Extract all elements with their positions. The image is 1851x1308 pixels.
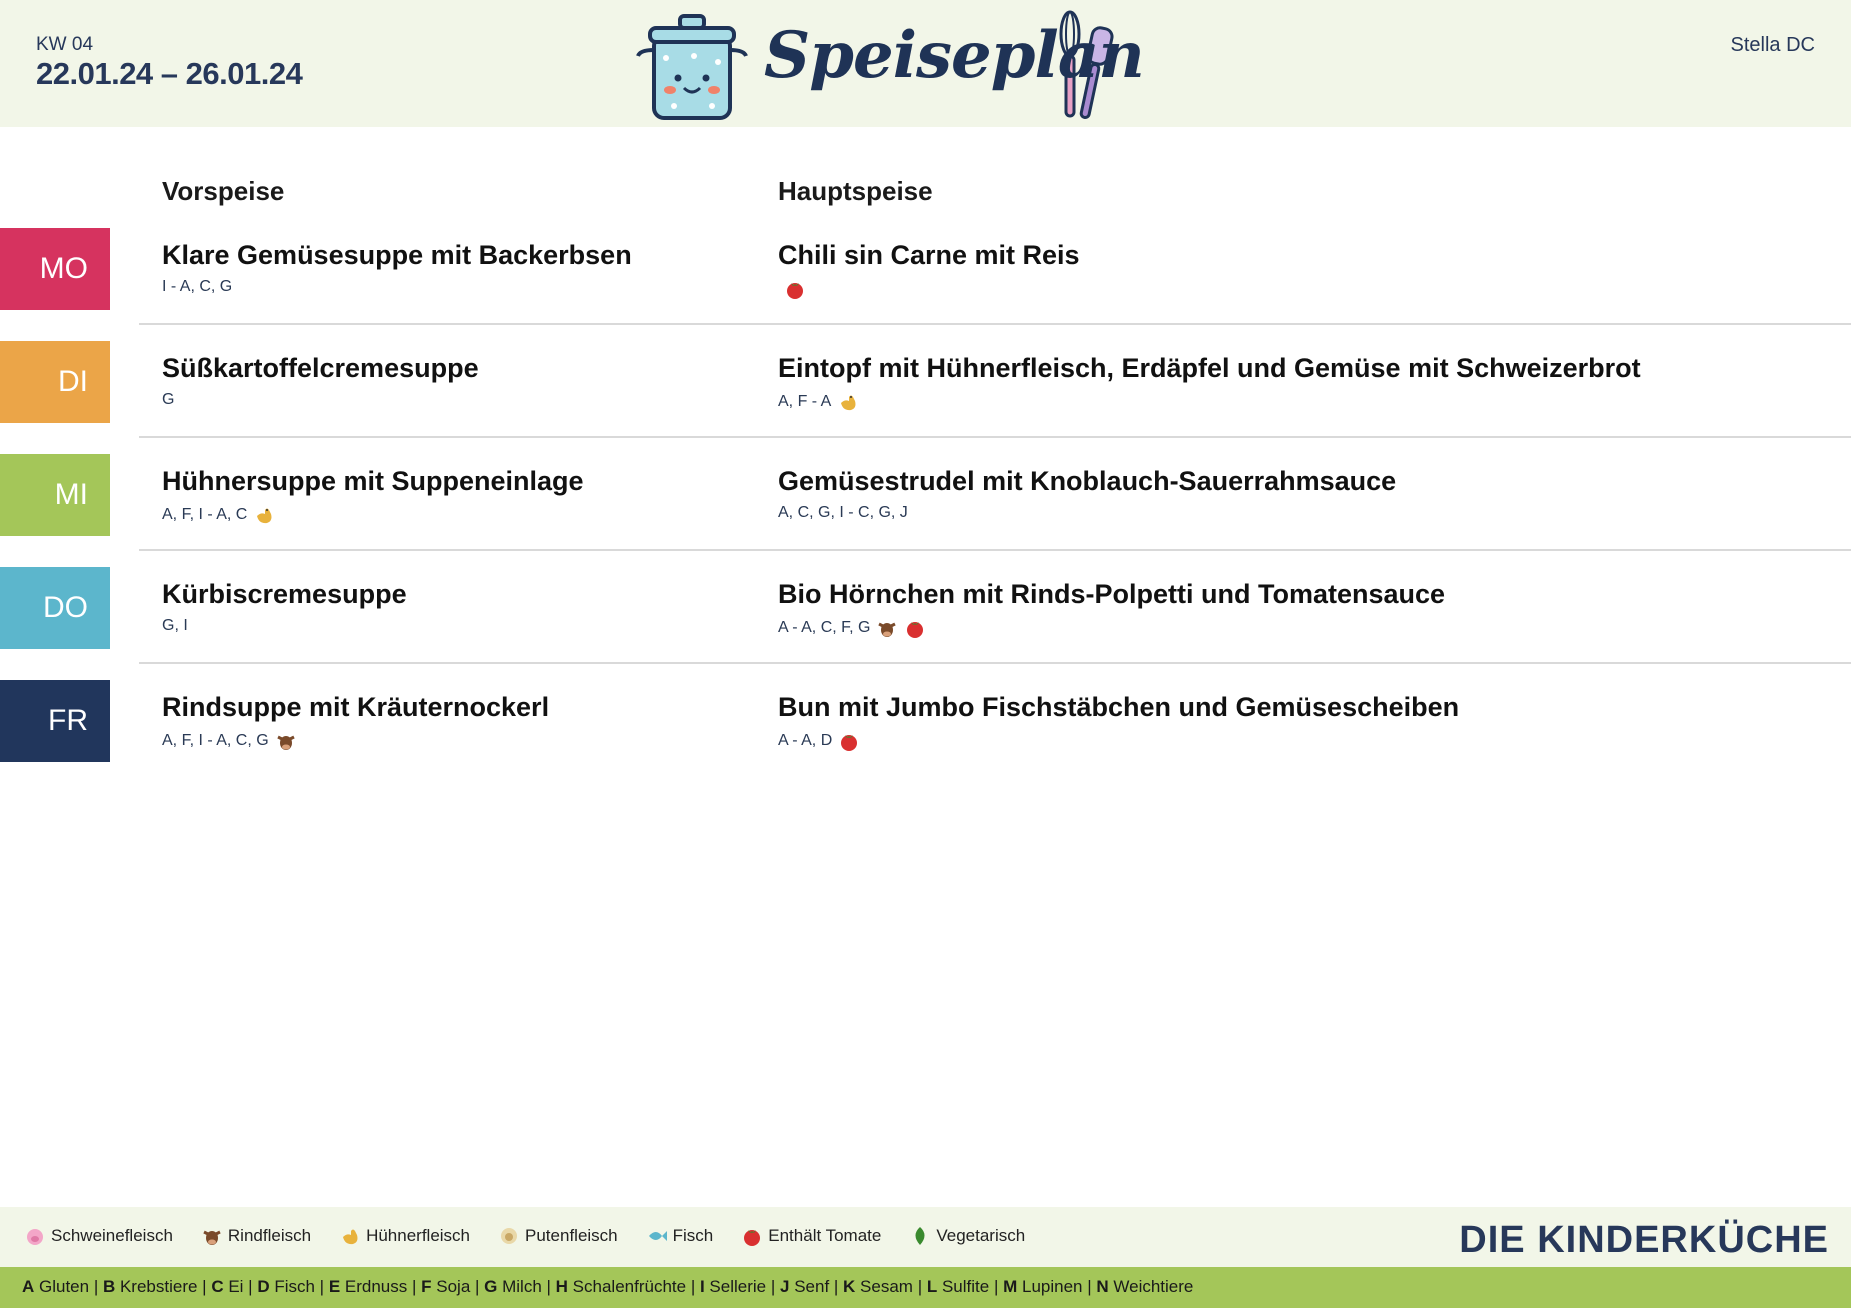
week-number: KW 04	[36, 34, 94, 55]
chicken-icon	[339, 1225, 361, 1247]
allergen-name: Sulfite	[937, 1277, 990, 1296]
allergen-name: Weichtiere	[1108, 1277, 1194, 1296]
allergen-code: L	[926, 1277, 938, 1296]
legend-label: Putenfleisch	[525, 1226, 618, 1245]
starter-name: Klare Gemüsesuppe mit Backerbsen	[162, 240, 632, 270]
page-title: Speiseplan	[764, 18, 1144, 93]
row-divider	[139, 662, 1851, 664]
menu-row-fr	[0, 680, 1851, 793]
allergen-name: Gluten	[34, 1277, 90, 1296]
legend-label: Fisch	[672, 1226, 714, 1245]
allergen-codes: G, I	[162, 617, 188, 634]
legend-item-beef	[201, 1225, 311, 1247]
beef-icon	[201, 1225, 223, 1247]
icon-legend	[0, 1207, 1851, 1267]
day-badge: MI	[0, 454, 110, 536]
legend-item-fish	[646, 1225, 714, 1247]
allergen-name: Fisch	[269, 1277, 315, 1296]
brand-logo: DIE KINDERKÜCHE	[1459, 1219, 1829, 1261]
main-allergens	[778, 391, 859, 413]
starter-column-header: Vorspeise	[162, 176, 285, 206]
allergen-code: G	[484, 1277, 498, 1296]
allergen-name: Sesam	[855, 1277, 913, 1296]
row-divider	[139, 436, 1851, 438]
day-badge: FR	[0, 680, 110, 762]
allergen-codes: A, F, I - A, C	[162, 506, 248, 523]
allergen-name: Schalenfrüchte	[567, 1277, 687, 1296]
legend-label: Schweinefleisch	[51, 1226, 173, 1245]
turkey-icon	[498, 1225, 520, 1247]
legend-item-pork	[24, 1225, 173, 1247]
main-name: Gemüsestrudel mit Knoblauch-Sauerrahmsauce	[778, 466, 1397, 496]
chicken-icon	[837, 391, 859, 413]
allergen-code: F	[421, 1277, 432, 1296]
allergen-code: I	[699, 1277, 705, 1296]
allergen-code: E	[328, 1277, 341, 1296]
menu-row-mi	[0, 454, 1851, 567]
menu-row-do	[0, 567, 1851, 680]
allergen-code: B	[102, 1277, 116, 1296]
allergen-key	[0, 1267, 1851, 1308]
allergen-code: N	[1096, 1277, 1109, 1296]
user-name[interactable]: Stella DC	[1730, 34, 1815, 56]
legend-item-tomato	[741, 1225, 881, 1247]
allergen-code: M	[1003, 1277, 1018, 1296]
legend-item-chicken	[339, 1225, 470, 1247]
starter-allergens	[162, 391, 174, 409]
tomato-icon	[741, 1225, 763, 1247]
pork-icon	[24, 1225, 46, 1247]
allergen-code: C	[211, 1277, 224, 1296]
legend-item-turkey	[498, 1225, 618, 1247]
main-name: Eintopf mit Hühnerfleisch, Erdäpfel und Gemüse mit Schweizerbrot	[778, 353, 1641, 383]
allergen-code: A	[22, 1277, 35, 1296]
starter-name: Hühnersuppe mit Suppeneinlage	[162, 466, 584, 496]
allergen-code: K	[843, 1277, 856, 1296]
beef-icon	[876, 617, 898, 639]
legend-item-vegetarian	[909, 1225, 1025, 1247]
day-badge: MO	[0, 228, 110, 310]
main-allergens	[778, 278, 806, 300]
allergen-name: Ei	[223, 1277, 244, 1296]
allergen-code: D	[257, 1277, 270, 1296]
legend-label: Enthält Tomate	[768, 1226, 882, 1245]
allergen-name: Sellerie	[704, 1277, 767, 1296]
starter-name: Süßkartoffelcremesuppe	[162, 353, 479, 383]
allergen-name: Senf	[789, 1277, 830, 1296]
tomato-icon	[838, 730, 860, 752]
main-allergens	[778, 730, 860, 752]
starter-name: Rindsuppe mit Kräuternockerl	[162, 692, 550, 722]
date-range: 22.01.24 – 26.01.24	[36, 56, 303, 91]
allergen-code: J	[780, 1277, 790, 1296]
main-name: Bun mit Jumbo Fischstäbchen und Gemüsescheiben	[778, 692, 1460, 722]
allergen-code: H	[555, 1277, 568, 1296]
allergen-codes: A, F - A	[778, 393, 832, 410]
allergen-codes: I - A, C, G	[162, 278, 233, 295]
allergen-name: Lupinen	[1017, 1277, 1083, 1296]
legend-label: Rindfleisch	[227, 1226, 312, 1245]
allergen-codes: A - A, C, F, G	[778, 619, 871, 636]
starter-allergens	[162, 617, 188, 635]
page-header	[0, 0, 1851, 127]
pot-icon	[638, 16, 746, 118]
starter-allergens	[162, 278, 232, 296]
chicken-icon	[253, 504, 275, 526]
starter-allergens	[162, 730, 297, 752]
main-name: Bio Hörnchen mit Rinds-Polpetti und Tomatensauce	[778, 579, 1446, 609]
menu-row-di	[0, 341, 1851, 454]
allergen-codes: A, F, I - A, C, G	[162, 732, 269, 749]
allergen-codes: A, C, G, I - C, G, J	[778, 504, 908, 521]
fish-icon	[646, 1225, 668, 1247]
day-badge: DI	[0, 341, 110, 423]
allergen-name: Krebstiere	[115, 1277, 198, 1296]
main-allergens	[778, 504, 908, 522]
row-divider	[139, 549, 1851, 551]
main-name: Chili sin Carne mit Reis	[778, 240, 1080, 270]
tomato-icon	[784, 278, 806, 300]
starter-allergens	[162, 504, 275, 526]
allergen-key-list: A Gluten | B Krebstiere | C Ei | D Fisch | E Erdnuss | F Soja | G Milch | H Schalenfrüchte | I Sellerie | J Senf | K Sesam | L Sulfite | M Lupinen | N Weichtiere	[22, 1277, 1194, 1296]
legend-label: Hühnerfleisch	[366, 1226, 471, 1245]
main-allergens	[778, 617, 926, 639]
menu-row-mo	[0, 228, 1851, 341]
starter-name: Kürbiscremesuppe	[162, 579, 407, 609]
leaf-icon	[909, 1225, 931, 1247]
row-divider	[139, 323, 1851, 325]
day-badge: DO	[0, 567, 110, 649]
legend-label: Vegetarisch	[936, 1226, 1026, 1245]
allergen-codes: A - A, D	[778, 732, 833, 749]
allergen-name: Soja	[431, 1277, 471, 1296]
beef-icon	[275, 730, 297, 752]
allergen-name: Erdnuss	[340, 1277, 408, 1296]
allergen-name: Milch	[497, 1277, 542, 1296]
tomato-icon	[904, 617, 926, 639]
allergen-codes: G	[162, 391, 175, 408]
main-column-header: Hauptspeise	[778, 176, 933, 206]
